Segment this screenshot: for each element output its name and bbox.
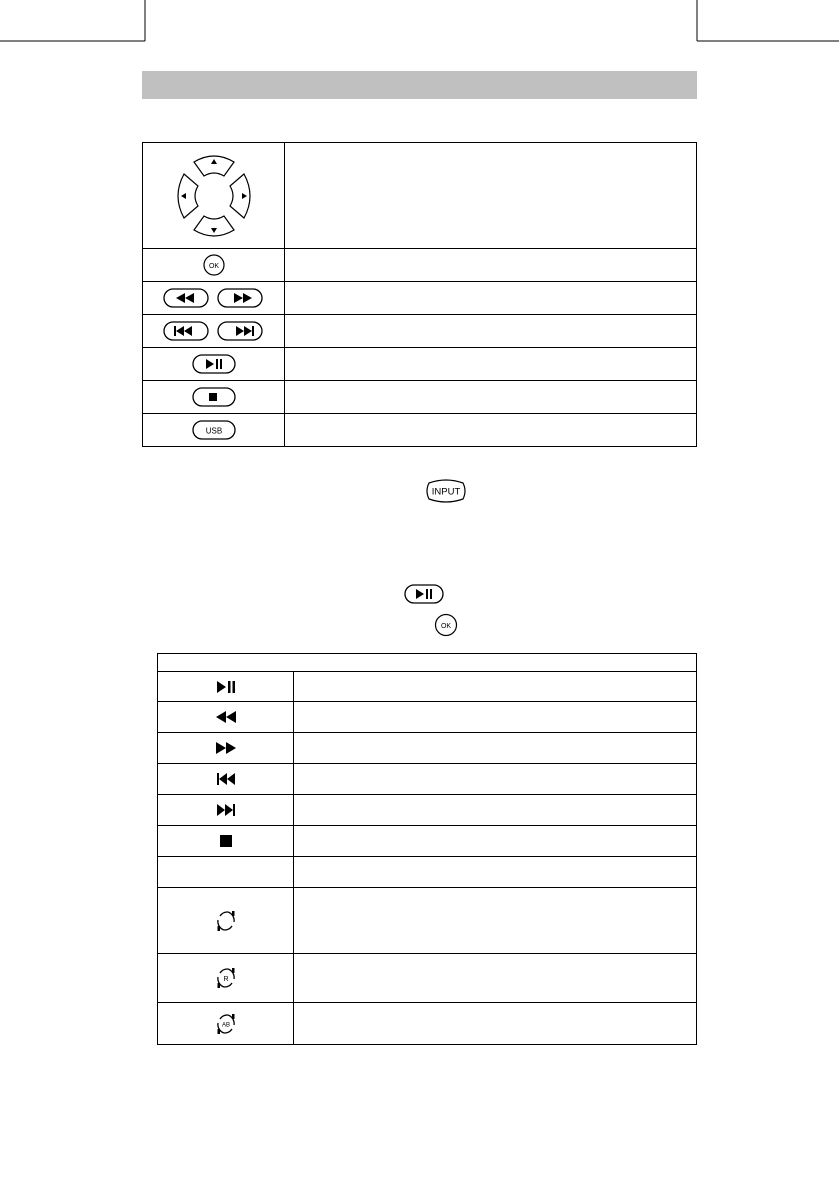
playback-controls-table xyxy=(157,653,697,1045)
page-cut-marks xyxy=(0,0,839,60)
row-description xyxy=(285,282,697,315)
table-row xyxy=(158,672,697,702)
section-header-bar xyxy=(142,71,697,99)
play-pause-icon xyxy=(158,672,294,702)
table-row xyxy=(143,315,697,348)
row-description xyxy=(294,672,697,702)
table-row xyxy=(143,249,697,282)
table-row xyxy=(158,954,697,1003)
row-description xyxy=(294,826,697,857)
table-row xyxy=(158,764,697,795)
input-label: INPUT xyxy=(431,486,461,498)
row-description xyxy=(294,1003,697,1045)
repeat-one-icon xyxy=(158,954,294,1003)
play-pause-inline-icon xyxy=(403,582,445,606)
usb-button-icon xyxy=(143,414,285,447)
ok-inline-icon xyxy=(433,612,459,638)
row-description xyxy=(294,888,697,954)
input-button-icon xyxy=(425,478,467,504)
table-row xyxy=(158,888,697,954)
table-row xyxy=(158,795,697,826)
table-row xyxy=(143,143,697,249)
remote-button-table xyxy=(142,142,697,447)
table-caption xyxy=(158,654,697,672)
table-row xyxy=(158,857,697,888)
fast-forward-icon xyxy=(158,733,294,764)
table-row xyxy=(158,702,697,733)
dpad-icon xyxy=(143,143,285,249)
row-description xyxy=(285,249,697,282)
row-description xyxy=(294,733,697,764)
previous-track-icon xyxy=(158,764,294,795)
repeat-icon xyxy=(158,888,294,954)
rewind-fast-forward-buttons-icon xyxy=(143,282,285,315)
table-row xyxy=(143,282,697,315)
row-description xyxy=(294,764,697,795)
next-track-icon xyxy=(158,795,294,826)
table-row xyxy=(158,826,697,857)
repeat-ab-icon xyxy=(158,1003,294,1045)
row-description xyxy=(285,315,697,348)
empty-icon-cell xyxy=(158,857,294,888)
stop-button-icon xyxy=(143,381,285,414)
ok-inline-label: OK xyxy=(440,623,452,630)
table-caption-row xyxy=(158,654,697,672)
row-description xyxy=(285,348,697,381)
row-description xyxy=(294,954,697,1003)
row-description xyxy=(285,381,697,414)
ok-button-icon xyxy=(143,249,285,282)
usb-label: USB xyxy=(205,426,222,436)
row-description xyxy=(285,143,697,249)
table-row xyxy=(143,348,697,381)
table-row xyxy=(143,381,697,414)
row-description xyxy=(294,857,697,888)
row-description xyxy=(294,795,697,826)
play-pause-button-icon xyxy=(143,348,285,381)
row-description xyxy=(285,414,697,447)
row-description xyxy=(294,702,697,733)
stop-icon xyxy=(158,826,294,857)
repeat-one-label: R xyxy=(222,976,229,983)
rewind-icon xyxy=(158,702,294,733)
ok-label: OK xyxy=(208,263,219,270)
table-row xyxy=(158,1003,697,1045)
repeat-ab-label: AB xyxy=(221,1022,230,1028)
table-row xyxy=(158,733,697,764)
previous-next-buttons-icon xyxy=(143,315,285,348)
table-row xyxy=(143,414,697,447)
